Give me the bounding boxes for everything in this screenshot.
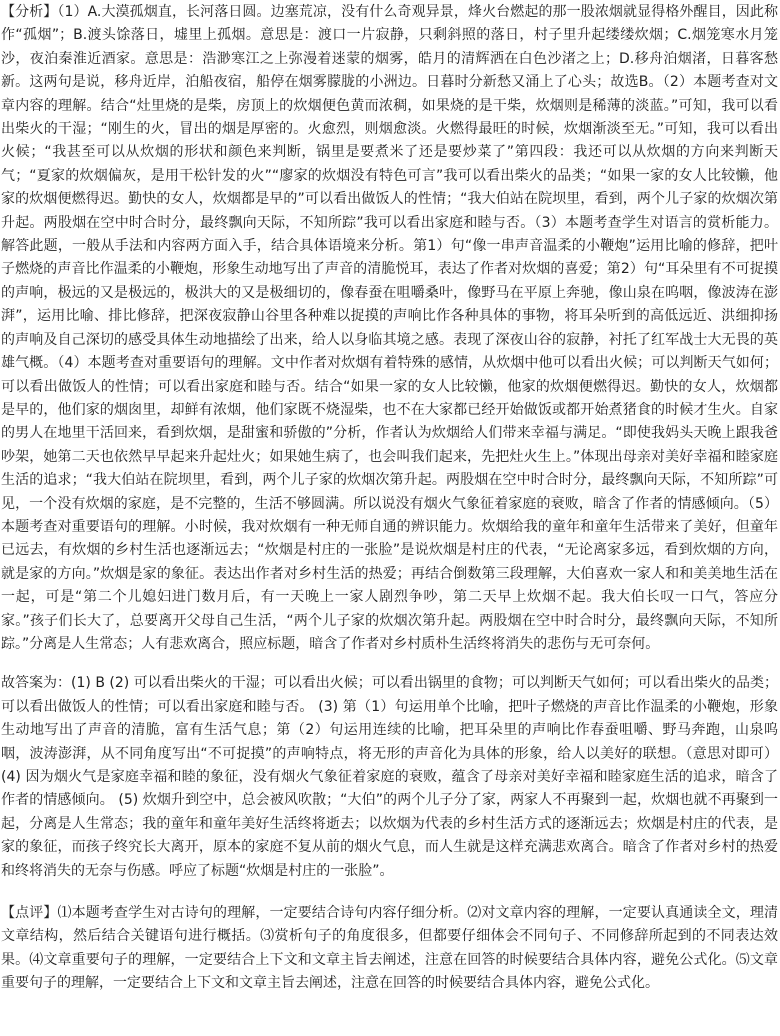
analysis-paragraph: 【分析】（1）A.大漠孤烟直，长河落日圆。边塞荒凉，没有什么奇观异景，烽火台燃起的那一股浓烟就显得格外醒目，因此称作“孤烟”；B.渡头馀落日，墟里上孤烟。意思是：渡口一片寂静，只剩斜照的落日，村子里升起缕缕炊烟；C.烟笼寒水月笼沙，夜泊秦淮近酒家。意思是：浩渺寒江之上弥漫着迷蒙的烟雾，皓月的清辉洒在白色沙渚之上；D.移舟泊烟渚，日暮客愁新。这两句是说，移舟近岸，泊船夜宿，船停在烟雾朦胧的小洲边。日暮时分新愁又涌上了心头；故选B。（2）本题考查对文章内容的理解。结合“灶里烧的是柴，房顶上的炊烟便色黄而浓稠，如果烧的是干柴，炊烟则是稀薄的淡蓝。”可知，我可以看出柴火的干湿；“刚生的火，冒出的烟是厚密的。火愈烈，则烟愈淡。火燃得最旺的时候，炊烟渐淡至无。”可知，我可以看出火候；“我甚至可以从炊烟的形状和颜色来判断，锅里是要煮米了还是要炒菜了”第四段：我还可以从炊烟的方向来判断天气；“夏家的炊烟偏灰，是用干松针发的火”“廖家的炊烟没有特色可言”我可以看出柴火的品类；“如果一家的女人比较懒，他家的炊烟便燃得迟。勤快的女人，炊烟都是早的”可以看出做饭人的性情；“我大伯站在院坝里，看到，两个儿子家的炊烟次第升起。两股烟在空中时合时分，最终飘向天际，不知所踪”我可以看出家庭和睦与否。（3）本题考查学生对语言的赏析能力。解答此题，一般从手法和内容两方面入手，结合具体语境来分析。第1）句“像一串声音温柔的小鞭炮”运用比喻的修辞，把叶子燃烧的声音比作温柔的小鞭炮，形象生动地写出了声音的清脆悦耳，表达了作者对炊烟的喜爱；第2）句“耳朵里有不可捉摸的声响，极远的又是极远的，极洪大的又是极细切的，像春蚕在咀嚼桑叶，像野马在平原上奔驰，像山泉在呜咽，像波涛在澎湃”，运用比喻、排比修辞，把深夜寂静山谷里各种难以捉摸的声响比作各种具体的事物，将耳朵听到的高低远近、洪细抑扬的声响及自己深切的感受具体生动地描绘了出来，给人以身临其境之感。表现了深夜山谷的寂静，衬托了红军战士大无畏的英雄气概。（4）本题考查对重要语句的理解。文中作者对炊烟有着特殊的感情，从炊烟中他可以看出火候；可以判断天气如何；可以看出做饭人的性情；可以看出家庭和睦与否。结合“如果一家的女人比较懒，他家的炊烟便燃得迟。勤快的女人，炊烟都是早的，他们家的烟囱里，却鲜有浓烟，他们家既不烧湿柴，也不在大家都已经开始做饭或都开始煮猪食的时候才生火。自家的男人在地里干活回来，看到炊烟，是甜蜜和骄傲的”分析，作者认为炊烟给人们带来幸福与满足。“即使我妈头天晚上跟我爸吵架，她第二天也依然早早起来升起灶火；如果她生病了，也会叫我们起来，先把灶火生上。”体现出母亲对美好幸福和睦家庭生活的追求；“我大伯站在院坝里，看到，两个儿子家的炊烟次第升起。两股烟在空中时合时分，最终飘向天际，不知所踪”可见，一个没有炊烟的家庭，是不完整的，生活不够圆满。所以说没有烟火气象征着家庭的衰败，暗含了作者的情感倾向。（5）本题考查对重要语句的理解。小时候，我对炊烟有一种无师自通的辨识能力。炊烟给我的童年和童年生活带来了美好，但童年已远去，有炊烟的乡村生活也逐渐远去；“炊烟是村庄的一张脸”是说炊烟是村庄的代表，“无论离家多远，看到炊烟的方向，就是家的方向。”炊烟是家的象征。表达出作者对乡村生活的热爱；再结合倒数第三段理解，大伯喜欢一家人和和美美地生活在一起，可是“第二个儿媳妇进门数月后，有一天晚上一家人剧烈争吵，第二天早上炊烟不起。我大伯长叹一口气，答应分家。”孩子们长大了，总要离开父母自己生活，“两个儿子家的炊烟次第升起。两股烟在空中时合时分，最终飘向天际，不知所踪。”分离是人生常态；人有悲欢离合，照应标题，暗含了作者对乡村质朴生活终将消失的悲伤与无可奈何。: [1, 4, 778, 652]
answer-paragraph: 故答案为：(1) B (2) 可以看出柴火的干湿；可以看出火候；可以看出锅里的食物；可以判断天气如何；可以看出柴火的品类；可以看出做饭人的性情；可以看出家庭和睦与否。 (3) 第（1）句运用单个比喻，把叶子燃烧的声音比作温柔的小鞭炮，形象生动地写出了声音的清脆，富有生活气息；第（2）句运用连续的比喻，把耳朵里的声响比作春蚕咀嚼、野马奔跑，山泉呜咽，波涛澎湃，从不同角度写出“不可捉摸”的声响特点，将无形的声音化为具体的形象，给人以美好的联想。（意思对即可） (4) 因为烟火气是家庭幸福和睦的象征，没有烟火气象征着家庭的衰败，蕴含了母亲对美好幸福和睦家庭生活的追求，暗含了作者的情感倾向。 (5) 炊烟升到空中，总会被风吹散；“大伯”的两个儿子分了家，两家人不再聚到一起，炊烟也就不再聚到一起，分离是人生常态；我的童年和童年美好生活终将逝去；以炊烟为代表的乡村生活方式的逐渐远去；炊烟是村庄的代表，是家的象征，而孩子终究长大离开，原本的家庭不复从前的烟火气息，而人生就是这样充满悲欢离合。暗含了作者对乡村的热爱和终将消失的无奈与伤感。呼应了标题“炊烟是村庄的一张脸”。: [1, 675, 778, 879]
paragraph-spacer: [1, 883, 778, 902]
comment-paragraph: 【点评】⑴本题考查学生对古诗句的理解，一定要结合诗句内容仔细分析。⑵对文章内容的理解，一定要认真通读全文，理清文章结构，然后结合关键语句进行概括。⑶赏析句子的角度很多，但都要仔细体会不同句子、不同修辞所起到的不同表达效果。⑷文章重要句子的理解，一定要结合上下文和文章主旨去阐述，注意在回答的时候要结合具体内容，避免公式化。⑸文章重要句子的理解，一定要结合上下文和文章主旨去阐述，注意在回答的时候要结合具体内容，避免公式化。: [1, 905, 778, 992]
paragraph-spacer: [1, 656, 778, 672]
